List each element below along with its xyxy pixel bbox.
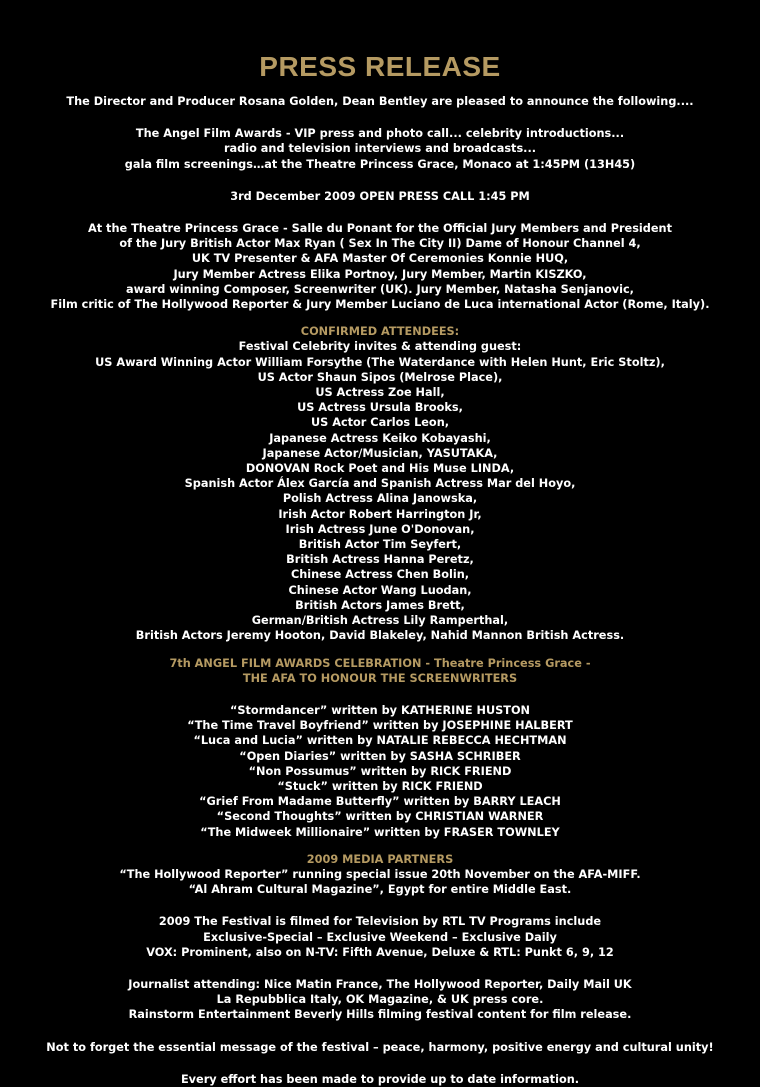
journalist-line: La Repubblica Italy, OK Magazine, & UK press core. xyxy=(216,993,544,1007)
disclaimer-line: Every effort has been made to provide up to date information. xyxy=(180,1072,580,1086)
attendee-line: Chinese Actress Chen Bolin, xyxy=(290,568,470,582)
attendee-line: British Actors Jeremy Hooton, David Blakeley, Nahid Mannon British Actress. xyxy=(135,629,625,643)
festival-message xyxy=(20,1040,740,1055)
announcement-line: gala film screenings…at the Theatre Princess Grace, Monaco at 1:45PM (13H45) xyxy=(124,157,636,171)
attendee-line: US Actor Shaun Sipos (Melrose Place), xyxy=(257,370,503,384)
attendees-section xyxy=(20,324,740,643)
jury-line: award winning Composer, Screenwriter (UK). Jury Member, Natasha Senjanovic, xyxy=(126,282,634,296)
television-line: VOX: Prominent, also on N-TV: Fifth Avenue, Deluxe & RTL: Punkt 6, 9, 12 xyxy=(146,945,614,959)
screenplay-item: “The Time Travel Boyfriend” written by JOSEPHINE HALBERT xyxy=(187,719,573,733)
screenplay-item: “Second Thoughts” written by CHRISTIAN WARNER xyxy=(216,810,544,824)
television-line: 2009 The Festival is filmed for Television by RTL TV Programs include xyxy=(158,915,602,929)
media-partners-heading: 2009 MEDIA PARTNERS xyxy=(306,852,454,866)
screenplay-item: “The Midweek Millionaire” written by FRASER TOWNLEY xyxy=(200,825,560,839)
attendee-line: Japanese Actor/Musician, YASUTAKA, xyxy=(262,446,498,460)
attendee-line: British Actor Tim Seyfert, xyxy=(298,538,462,552)
page-title: PRESS RELEASE xyxy=(259,51,501,82)
jury-line: At the Theatre Princess Grace - Salle du Ponant for the Official Jury Members and President xyxy=(87,222,672,236)
journalist-line: Journalist attending: Nice Matin France, The Hollywood Reporter, Daily Mail UK xyxy=(128,977,632,991)
media-partners-section xyxy=(20,852,740,898)
attendee-line: US Actress Ursula Brooks, xyxy=(297,401,463,415)
intro-paragraph xyxy=(20,94,740,109)
journalist-line: Rainstorm Entertainment Beverly Hills filming festival content for film release. xyxy=(128,1008,632,1022)
attendee-line: Polish Actress Alina Janowska, xyxy=(282,492,478,506)
screenplay-item: “Open Diaries” written by SASHA SCHRIBER xyxy=(239,749,521,763)
screenplay-list xyxy=(20,703,740,840)
attendee-line: British Actress Hanna Peretz, xyxy=(286,553,474,567)
television-line: Exclusive-Special – Exclusive Weekend – Exclusive Daily xyxy=(203,930,557,944)
press-call-paragraph xyxy=(20,189,740,204)
celebration-heading-line: 7th ANGEL FILM AWARDS CELEBRATION - Theatre Princess Grace - xyxy=(169,656,591,670)
attendee-line: Spanish Actor Álex García and Spanish Actress Mar del Hoyo, xyxy=(184,477,576,491)
media-partner-line: “Al Ahram Cultural Magazine”, Egypt for entire Middle East. xyxy=(188,883,572,897)
attendee-line: Japanese Actress Keiko Kobayashi, xyxy=(269,431,491,445)
attendee-line: Irish Actor Robert Harrington Jr, xyxy=(278,507,482,521)
attendee-line: US Award Winning Actor William Forsythe (The Waterdance with Helen Hunt, Eric Stoltz), xyxy=(95,355,665,369)
attendee-line: Irish Actress June O'Donovan, xyxy=(285,522,475,536)
attendee-line: British Actors James Brett, xyxy=(295,598,465,612)
celebration-heading-line: THE AFA TO HONOUR THE SCREENWRITERS xyxy=(242,671,518,685)
announcement-line: The Angel Film Awards - VIP press and photo call... celebrity introductions... xyxy=(135,127,625,141)
screenplay-item: “Non Possumus” written by RICK FRIEND xyxy=(248,764,512,778)
screenplay-item: “Stuck” written by RICK FRIEND xyxy=(277,779,483,793)
attendees-heading: CONFIRMED ATTENDEES: xyxy=(300,325,460,339)
intro-line: The Director and Producer Rosana Golden, Dean Bentley are pleased to announce the following.... xyxy=(66,95,694,108)
attendee-line: German/British Actress Lily Ramperthal, xyxy=(251,614,509,628)
announcement-paragraph xyxy=(20,126,740,172)
jury-line: of the Jury British Actor Max Ryan ( Sex In The City II) Dame of Honour Channel 4, xyxy=(119,237,641,251)
attendee-line: US Actor Carlos Leon, xyxy=(310,416,450,430)
screenplay-item: “Stormdancer” written by KATHERINE HUSTON xyxy=(229,703,531,717)
jury-line: Film critic of The Hollywood Reporter & Jury Member Luciano de Luca international Actor (Rome, Italy). xyxy=(50,298,710,312)
announcement-line: radio and television interviews and broadcasts... xyxy=(223,142,537,156)
jury-line: UK TV Presenter & AFA Master Of Ceremonies Konnie HUQ, xyxy=(191,252,569,266)
media-partner-line: “The Hollywood Reporter” running special issue 20th November on the AFA-MIFF. xyxy=(119,867,641,881)
attendee-line: US Actress Zoe Hall, xyxy=(315,386,445,400)
jury-line: Jury Member Actress Elika Portnoy, Jury Member, Martin KISZKO, xyxy=(173,267,587,281)
attendee-line: DONOVAN Rock Poet and His Muse LINDA, xyxy=(245,462,515,476)
attendee-line: Festival Celebrity invites & attending guest: xyxy=(238,340,522,354)
attendee-line: Chinese Actor Wang Luodan, xyxy=(288,583,472,597)
disclaimer xyxy=(20,1072,740,1087)
jury-paragraph xyxy=(20,221,740,312)
celebration-heading xyxy=(20,656,740,686)
screenplay-item: “Grief From Madame Butterfly” written by BARRY LEACH xyxy=(199,795,561,809)
screenplay-item: “Luca and Lucia” written by NATALIE REBECCA HECHTMAN xyxy=(193,734,567,748)
journalists-paragraph xyxy=(20,977,740,1023)
television-paragraph xyxy=(20,914,740,960)
festival-message-line: Not to forget the essential message of the festival – peace, harmony, positive energy and cultural unity! xyxy=(46,1040,714,1054)
press-call-line: 3rd December 2009 OPEN PRESS CALL 1:45 PM xyxy=(230,189,530,203)
